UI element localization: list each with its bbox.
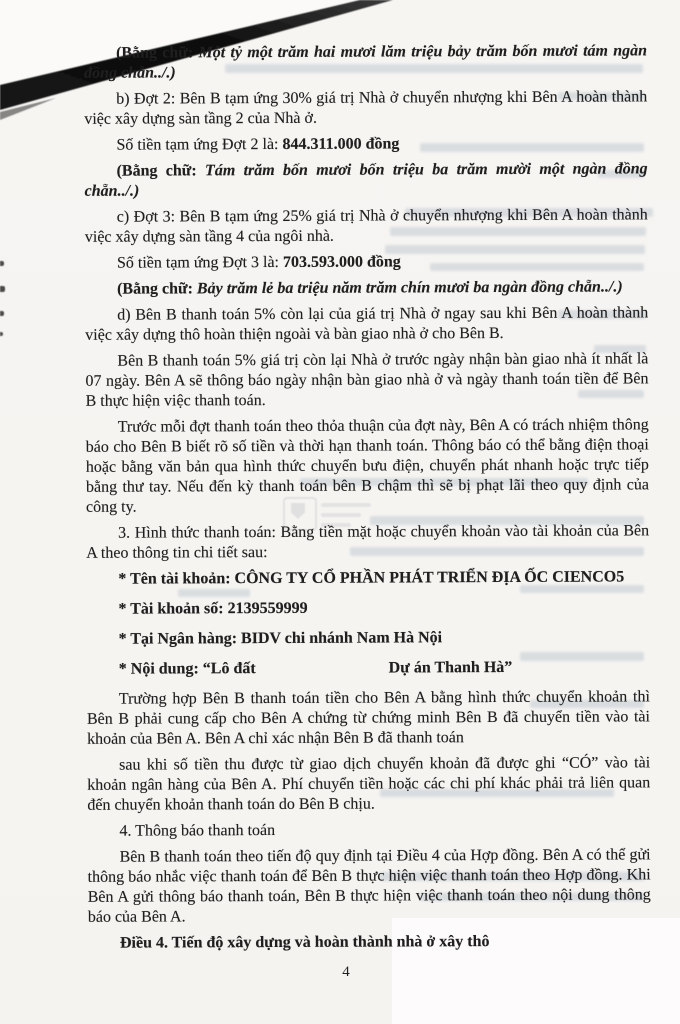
- section-3-payment-method: 3. Hình thức thanh toán: Bằng tiền mặt hoặc chuyển khoản vào tài khoản của Bên A theo thông tin chi tiết sau:: [86, 522, 650, 562]
- clause-b-installment-2: b) Đợt 2: Bên B tạm ứng 30% giá trị Nhà ở chuyển nhượng khi Bên A hoàn thành việc xây dựng sàn tầng 2 của Nhà ở.: [84, 88, 648, 128]
- amount-in-words-installment-3: (Bằng chữ: Bảy trăm lẻ ba triệu năm trăm chín mươi ba ngàn đồng chẵn../.): [117, 278, 623, 298]
- transfer-fee-paragraph: sau khi số tiền thu được từ giao dịch chuyển khoản đã được ghi “CÓ” vào tài khoản ngân hàng của Bên A. Phí chuyển tiền hoặc các chi phí khác phải trả liên quan đến chuyển khoản thanh toán do Bên B chịu.: [87, 754, 651, 814]
- payment-notice-obligation: Trước mỗi đợt thanh toán theo thỏa thuận của đợt này, Bên A có trách nhiệm thông báo cho Bên B biết rõ số tiền và thời hạn thanh toán. Thông báo có thể bằng điện thoại hoặc bằng văn bản qua hình thức chuyển bưu điện, chuyển phát nhanh hoặc trực tiếp bằng thư tay. Nếu đến kỳ thanh toán bên B chậm thì sẽ bị phạt lãi theo quy định của công ty.: [85, 416, 649, 516]
- transfer-note: * Nội dung: “Lô đất Dự án Thanh Hà”: [118, 658, 513, 678]
- section-4-payment-notice: 4. Thông báo thanh toán: [119, 821, 276, 840]
- clause-d-final-payment: d) Bên B thanh toán 5% còn lại của giá trị Nhà ở ngay sau khi Bên A hoàn thành việc xây dựng thô hoàn thiện ngoài và bàn giao nhà ở cho Bên B.: [85, 304, 649, 344]
- amount-in-words-installment-2: (Bằng chữ: Tám trăm bốn mươi bốn triệu ba trăm mười một ngàn đồng chẵn../.): [84, 160, 648, 200]
- amount-installment-3: Số tiền tạm ứng Đợt 3 là: 703.593.000 đồng: [116, 253, 401, 272]
- clause-c-installment-3: c) Đợt 3: Bên B tạm ứng 25% giá trị Nhà ở chuyển nhượng khi Bên A hoàn thành việc xây dựng sàn tầng 4 của ngôi nhà.: [84, 206, 648, 246]
- article-4-heading: Điều 4. Tiến độ xây dựng và hoàn thành nhà ở xây thô: [119, 933, 490, 952]
- amount-installment-2: Số tiền tạm ứng Đợt 2 là: 844.311.000 đồng: [116, 135, 400, 154]
- payment-notice-detail: Bên B thanh toán theo tiến độ quy định tại Điều 4 của Hợp đồng. Bên A có thể gửi thông báo nhắc việc thanh toán để Bên B thực hiện việc thanh toán theo Hợp đồng. Khi Bên A gửi thông báo thanh toán, Bên B thực hiện việc thanh toán theo nội dung thông báo của Bên A.: [87, 846, 651, 926]
- bank-account-number: * Tài khoản số: 2139559999: [118, 599, 308, 618]
- amount-in-words-installment-1: (Bằng chữ: Một tỷ một trăm hai mươi lăm triệu bảy trăm bốn mươi tám ngàn đồng chẵn../.): [84, 42, 648, 82]
- transfer-proof-paragraph: Trường hợp Bên B thanh toán tiền cho Bên A bằng hình thức chuyển khoản thì Bên B phải cung cấp cho Bên A chứng từ chứng minh Bên B đã chuyển tiền vào tài khoản của Bên A. Bên A chỉ xác nhận Bên B đã thanh toán: [86, 688, 650, 748]
- bank-account-name: * Tên tài khoản: CÔNG TY CỔ PHẦN PHÁT TRIỂN ĐỊA ỐC CIENCO5: [118, 568, 625, 588]
- bank-name: * Tại Ngân hàng: BIDV chi nhánh Nam Hà Nội: [118, 629, 443, 648]
- final-payment-terms: Bên B thanh toán 5% giá trị còn lại Nhà ở trước ngày nhận bàn giao nhà ít nhất là 07 ngày. Bên A sẽ thông báo ngày nhận bàn giao nhà ở và ngày thanh toán tiền để Bên B thực hiện việc thanh toán.: [85, 350, 649, 410]
- page-number: 4: [342, 964, 350, 980]
